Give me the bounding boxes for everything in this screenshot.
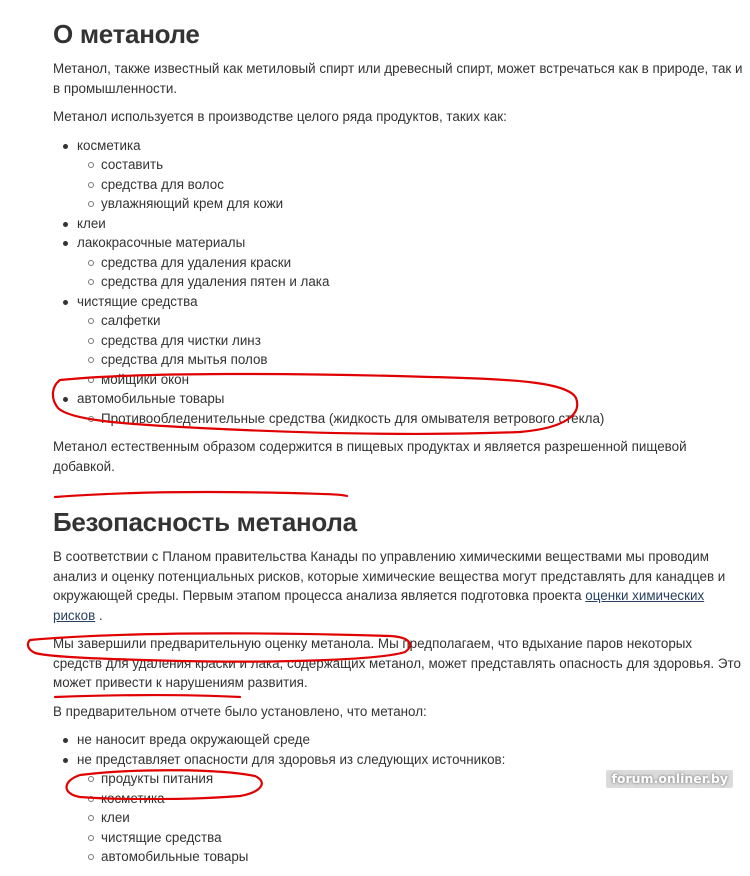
assessment-paragraph xyxy=(53,547,743,625)
natural-occurrence-paragraph: Метанол естественным образом содержится в пищевых продуктах и является разрешенной пищевой добавкой. xyxy=(53,439,687,474)
products-lead-paragraph: Метанол используется в производстве целого ряда продуктов, таких как: xyxy=(53,109,507,124)
list-item: средства для чистки линз xyxy=(101,331,743,351)
list-item-label: косметика xyxy=(77,137,141,153)
sub-list xyxy=(77,155,743,214)
list-item: клеи xyxy=(101,808,743,828)
list-item-no-environmental-harm xyxy=(77,730,743,750)
heading-about-methanol: О метаноле xyxy=(53,19,200,49)
list-item: средства для удаления краски xyxy=(101,253,743,273)
list-item-label: автомобильные товары xyxy=(77,391,225,406)
list-item: мойщики окон xyxy=(101,370,743,390)
list-item-no-health-risk xyxy=(77,750,743,867)
intro-paragraph: Метанол, также известный как метиловый спирт или древесный спирт, может встречаться как в природе, так и в промышленности. xyxy=(53,61,743,96)
chemical-risk-assessment-link[interactable]: оценки химических рисков xyxy=(53,588,705,623)
list-item: салфетки xyxy=(101,311,743,331)
list-item-label: лакокрасочные материалы xyxy=(77,235,246,250)
list-item: Противообледенительные средства (жидкость для омывателя ветрового стекла) xyxy=(101,409,743,429)
sub-list xyxy=(77,409,743,429)
list-item: средства для мытья полов xyxy=(101,350,743,370)
assessment-text: В соответствии с Планом правительства Канады по управлению химическими веществами мы проводим анализ и оценку потенциальных рисков, которые химические вещества могут представлять для канадцев и окружающей среды. Первым этапом процесса анализа является подготовка проекта xyxy=(53,549,726,603)
products-list xyxy=(53,136,743,429)
list-item: составить xyxy=(101,155,743,175)
list-item: автомобильные товары xyxy=(101,847,743,867)
list-item-paints xyxy=(77,233,743,292)
list-item: средства для волос xyxy=(101,175,743,195)
list-item: увлажняющий крем для кожи xyxy=(101,194,743,214)
assessment-text-end: . xyxy=(95,607,103,623)
list-item: косметика xyxy=(101,789,743,809)
list-item-automotive xyxy=(77,389,743,428)
list-item-cosmetics xyxy=(77,136,743,214)
list-item-label: не наносит вреда окружающей среде xyxy=(77,732,310,747)
watermark: forum.onliner.by xyxy=(606,770,733,788)
list-item-adhesives xyxy=(77,214,743,234)
list-item: средства для удаления пятен и лака xyxy=(101,272,743,292)
heading-methanol-safety: Безопасность метанола xyxy=(53,507,357,537)
report-findings-lead: В предварительном отчете было установлено, что метанол: xyxy=(53,703,427,719)
list-item-label: чистящие средства xyxy=(77,293,198,309)
list-item: чистящие средства xyxy=(101,828,743,848)
findings-list xyxy=(53,730,743,867)
list-item: продукты питания xyxy=(101,769,743,789)
preliminary-assessment-paragraph: Мы завершили предварительную оценку метанола. Мы предполагаем, что вдыхание паров некоторых средств для удаления краски и лака, содержащих метанол, может представлять опасность для здоровья. Это может привести к нарушениям развития. xyxy=(53,636,741,690)
list-item-label: не представляет опасности для здоровья из следующих источников: xyxy=(77,751,506,767)
article-content xyxy=(53,0,743,876)
sub-list xyxy=(77,311,743,389)
list-item-label: клеи xyxy=(77,215,106,231)
list-item-cleaners xyxy=(77,292,743,390)
sub-list xyxy=(77,253,743,292)
